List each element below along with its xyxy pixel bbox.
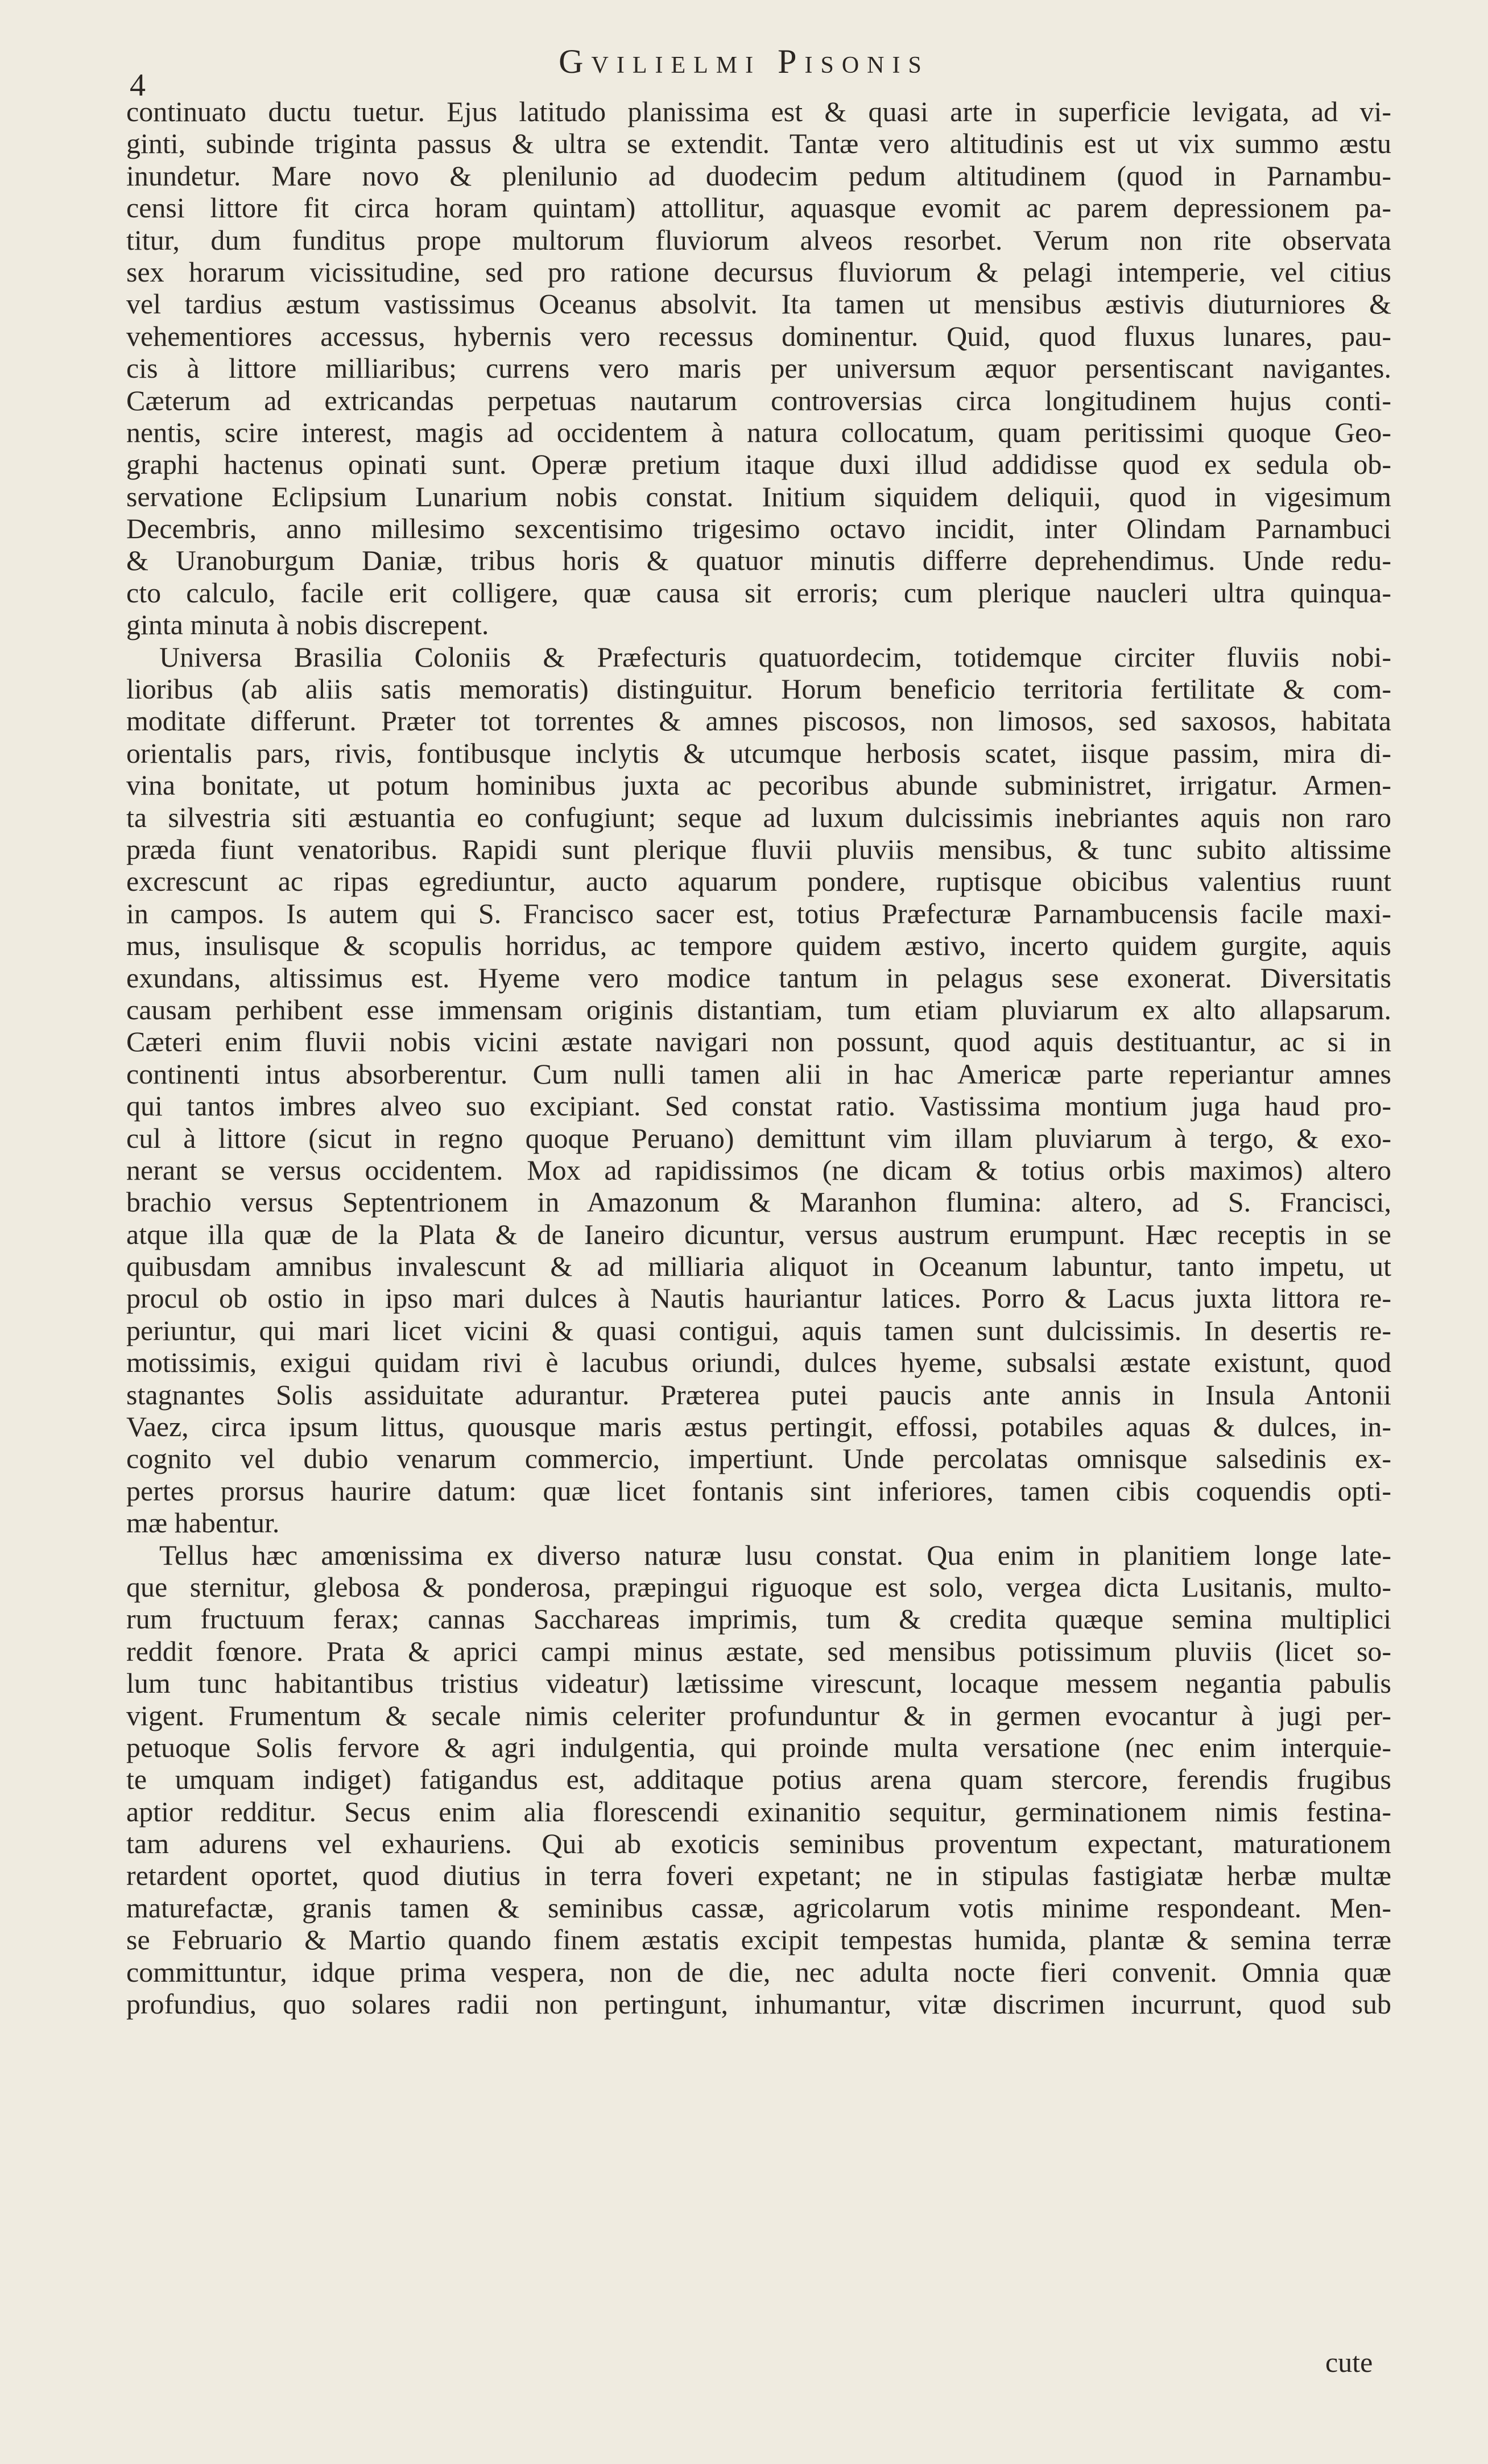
text-line: graphi hactenus opinati sunt. Operæ pretium itaque duxi illud addidisse quod ex sedula ob- [126, 448, 1391, 481]
text-line: & Uranoburgum Daniæ, tribus horis & quatuor minutis differre deprehendimus. Unde redu- [126, 544, 1391, 577]
text-line: cul à littore (sicut in regno quoque Peruano) demittunt vim illam pluviarum à tergo, & exo- [126, 1122, 1391, 1154]
text-line: cto calculo, facile erit colligere, quæ causa sit erroris; cum plerique naucleri ultra quinqua- [126, 576, 1391, 609]
paragraph-start-line: Tellus hæc amœnissima ex diverso naturæ lusu constat. Qua enim in planitiem longe late- [159, 1539, 1391, 1571]
text-line: ginti, subinde triginta passus & ultra se extendit. Tantæ vero altitudinis est ut vix summo æstu [126, 127, 1391, 160]
text-line: inundetur. Mare novo & plenilunio ad duodecim pedum altitudinem (quod in Parnambu- [126, 159, 1391, 192]
text-line: tam adurens vel exhauriens. Qui ab exoticis seminibus proventum expectant, maturationem [126, 1828, 1391, 1860]
text-line: aptior redditur. Secus enim alia florescendi exinanitio sequitur, germinationem nimis festina- [126, 1795, 1391, 1828]
text-line: excrescunt ac ripas egrediuntur, aucto aquarum pondere, ruptisque obicibus valentius ruunt [126, 865, 1391, 898]
text-line: continenti intus absorberentur. Cum nulli tamen alii in hac Americæ parte reperiantur amnes [126, 1057, 1391, 1090]
text-line: servatione Eclipsium Lunarium nobis constat. Initium siquidem deliquii, quod in vigesimum [126, 480, 1391, 512]
text-line: titur, dum funditus prope multorum fluviorum alveos resorbet. Verum non rite observata [126, 224, 1391, 256]
text-line: stagnantes Solis assiduitate adurantur. Præterea putei paucis ante annis in Insula Antonii [126, 1378, 1391, 1411]
text-line: in campos. Is autem qui S. Francisco sacer est, totius Præfecturæ Parnambucensis facile maxi- [126, 897, 1391, 929]
text-line: vehementiores accessus, hybernis vero recessus dominentur. Quid, quod fluxus lunares, pau- [126, 320, 1391, 352]
text-line: motissimis, exigui quidam rivi è lacubus oriundi, dulces hyeme, subsalsi æstate existunt, quod [126, 1346, 1391, 1379]
text-line: Cæterum ad extricandas perpetuas nautarum controversias circa longitudinem hujus conti- [126, 384, 1391, 416]
text-line: Vaez, circa ipsum littus, quousque maris æstus pertingit, effossi, potabiles aquas & dulces, in- [126, 1411, 1391, 1443]
text-line: Cæteri enim fluvii nobis vicini æstate navigari non possunt, quod aquis destituantur, ac si in [126, 1026, 1391, 1058]
text-line: profundius, quo solares radii non pertingunt, inhumantur, vitæ discrimen incurrunt, quod sub [126, 1988, 1391, 2020]
text-line: nentis, scire interest, magis ad occidentem à natura collocatum, quam peritissimi quoque Geo- [126, 416, 1391, 448]
text-line: vigent. Frumentum & secale nimis celeriter profunduntur & in germen evocantur à jugi per- [126, 1699, 1391, 1731]
text-line: brachio versus Septentrionem in Amazonum & Maranhon flumina: altero, ad S. Francisci, [126, 1186, 1391, 1218]
text-line: vina bonitate, ut potum hominibus juxta ac pecoribus abunde subministret, irrigatur. Armen- [126, 769, 1391, 801]
text-line: mus, insulisque & scopulis horridus, ac tempore quidem æstivo, incerto quidem gurgite, aquis [126, 929, 1391, 962]
text-line: retardent oportet, quod diutius in terra foveri expetant; ne in stipulas fastigiatæ herbæ multæ [126, 1859, 1391, 1892]
text-line: qui tantos imbres alveo suo excipiant. Sed constat ratio. Vastissima montium juga haud pro- [126, 1090, 1391, 1122]
text-line: censi littore fit circa horam quintam) attollitur, aquasque evomit ac parem depressionem pa- [126, 192, 1391, 224]
text-line: ta silvestria siti æstuantia eo confugiunt; seque ad luxum dulcissimis inebriantes aquis non raro [126, 801, 1391, 833]
text-line: cis à littore milliaribus; currens vero maris per universum æquor persentiscant navigantes. [126, 352, 1391, 385]
running-head: Gvilielmi Pisonis [559, 43, 929, 80]
text-line: rum fructuum ferax; cannas Sacchareas imprimis, tum & credita quæque semina multiplici [126, 1603, 1391, 1635]
text-line: vel tardius æstum vastissimus Oceanus absolvit. Ita tamen ut mensibus æstivis diuturniores & [126, 288, 1391, 320]
text-line: præda fiunt venatoribus. Rapidi sunt plerique fluvii pluviis mensibus, & tunc subito altissime [126, 833, 1391, 865]
text-line: quibusdam amnibus invalescunt & ad milliaria aliquot in Oceanum labuntur, tanto impetu, ut [126, 1250, 1391, 1283]
text-line: maturefactæ, granis tamen & seminibus cassæ, agricolarum votis minime respondeant. Men- [126, 1891, 1391, 1924]
text-line: petuoque Solis fervore & agri indulgentia, qui proinde multa versatione (nec enim interquie- [126, 1731, 1391, 1763]
text-line: cognito vel dubio venarum commercio, impertiunt. Unde percolatas omnisque salsedinis ex- [126, 1442, 1391, 1475]
text-line: sex horarum vicissitudine, sed pro ratione decursus fluviorum & pelagi intemperie, vel citius [126, 255, 1391, 288]
text-line: ginta minuta à nobis discrepent. [126, 609, 489, 641]
text-line: causam perhibent esse immensam originis distantiam, tum etiam pluviarum ex alto allapsarum. [126, 993, 1391, 1026]
text-line: reddit fœnore. Prata & aprici campi minus æstate, sed mensibus potissimum pluviis (licet so- [126, 1635, 1391, 1667]
text-line: lioribus (ab aliis satis memoratis) distinguitur. Horum beneficio territoria fertilitate & com- [126, 673, 1391, 705]
text-line: continuato ductu tuetur. Ejus latitudo planissima est & quasi arte in superficie levigata, ad vi- [126, 96, 1391, 127]
text-line: te umquam indiget) fatigandus est, additaque potius arena quam stercore, ferendis frugibus [126, 1763, 1391, 1796]
page-number: 4 [130, 68, 146, 103]
body-text [126, 96, 1391, 2052]
catchword: cute [1325, 2346, 1373, 2378]
text-line: pertes prorsus haurire datum: quæ licet fontanis sint inferiores, tamen cibis coquendis opti- [126, 1474, 1391, 1507]
text-line: mæ habentur. [126, 1507, 280, 1539]
text-line: nerant se versus occidentem. Mox ad rapidissimos (ne dicam & totius orbis maximos) altero [126, 1154, 1391, 1186]
text-line: procul ob ostio in ipso mari dulces à Nautis hauriantur latices. Porro & Lacus juxta littora re- [126, 1282, 1391, 1314]
text-line: lum tunc habitantibus tristius videatur) lætissime virescunt, locaque messem negantia pabulis [126, 1667, 1391, 1700]
text-line [126, 2020, 1391, 2052]
text-line: committuntur, idque prima vespera, non de die, nec adulta nocte fieri convenit. Omnia quæ [126, 1956, 1391, 1988]
paragraph-start-line: Universa Brasilia Coloniis & Præfecturis quatuordecim, totidemque circiter fluviis nobi- [159, 640, 1391, 673]
text-line: moditate differunt. Præter tot torrentes & amnes piscosos, non limosos, sed saxosos, habitata [126, 705, 1391, 737]
text-line: atque illa quæ de la Plata & de Ianeiro dicuntur, versus austrum erumpunt. Hæc receptis in se [126, 1218, 1391, 1250]
text-line: que sternitur, glebosa & ponderosa, præpingui riguoque est solo, vergea dicta Lusitanis, multo- [126, 1570, 1391, 1603]
text-line: se Februario & Martio quando finem æstatis excipit tempestas humida, plantæ & semina terræ [126, 1924, 1391, 1956]
text-line: periuntur, qui mari licet vicini & quasi contigui, aquis tamen sunt dulcissimis. In desertis re- [126, 1314, 1391, 1346]
text-line: exundans, altissimus est. Hyeme vero modice tantum in pelagus sese exonerat. Diversitatis [126, 961, 1391, 994]
text-line: Decembris, anno millesimo sexcentisimo trigesimo octavo incidit, inter Olindam Parnambuci [126, 512, 1391, 545]
text-line: orientalis pars, rivis, fontibusque inclytis & utcumque herbosis scatet, iisque passim, mira di- [126, 737, 1391, 769]
